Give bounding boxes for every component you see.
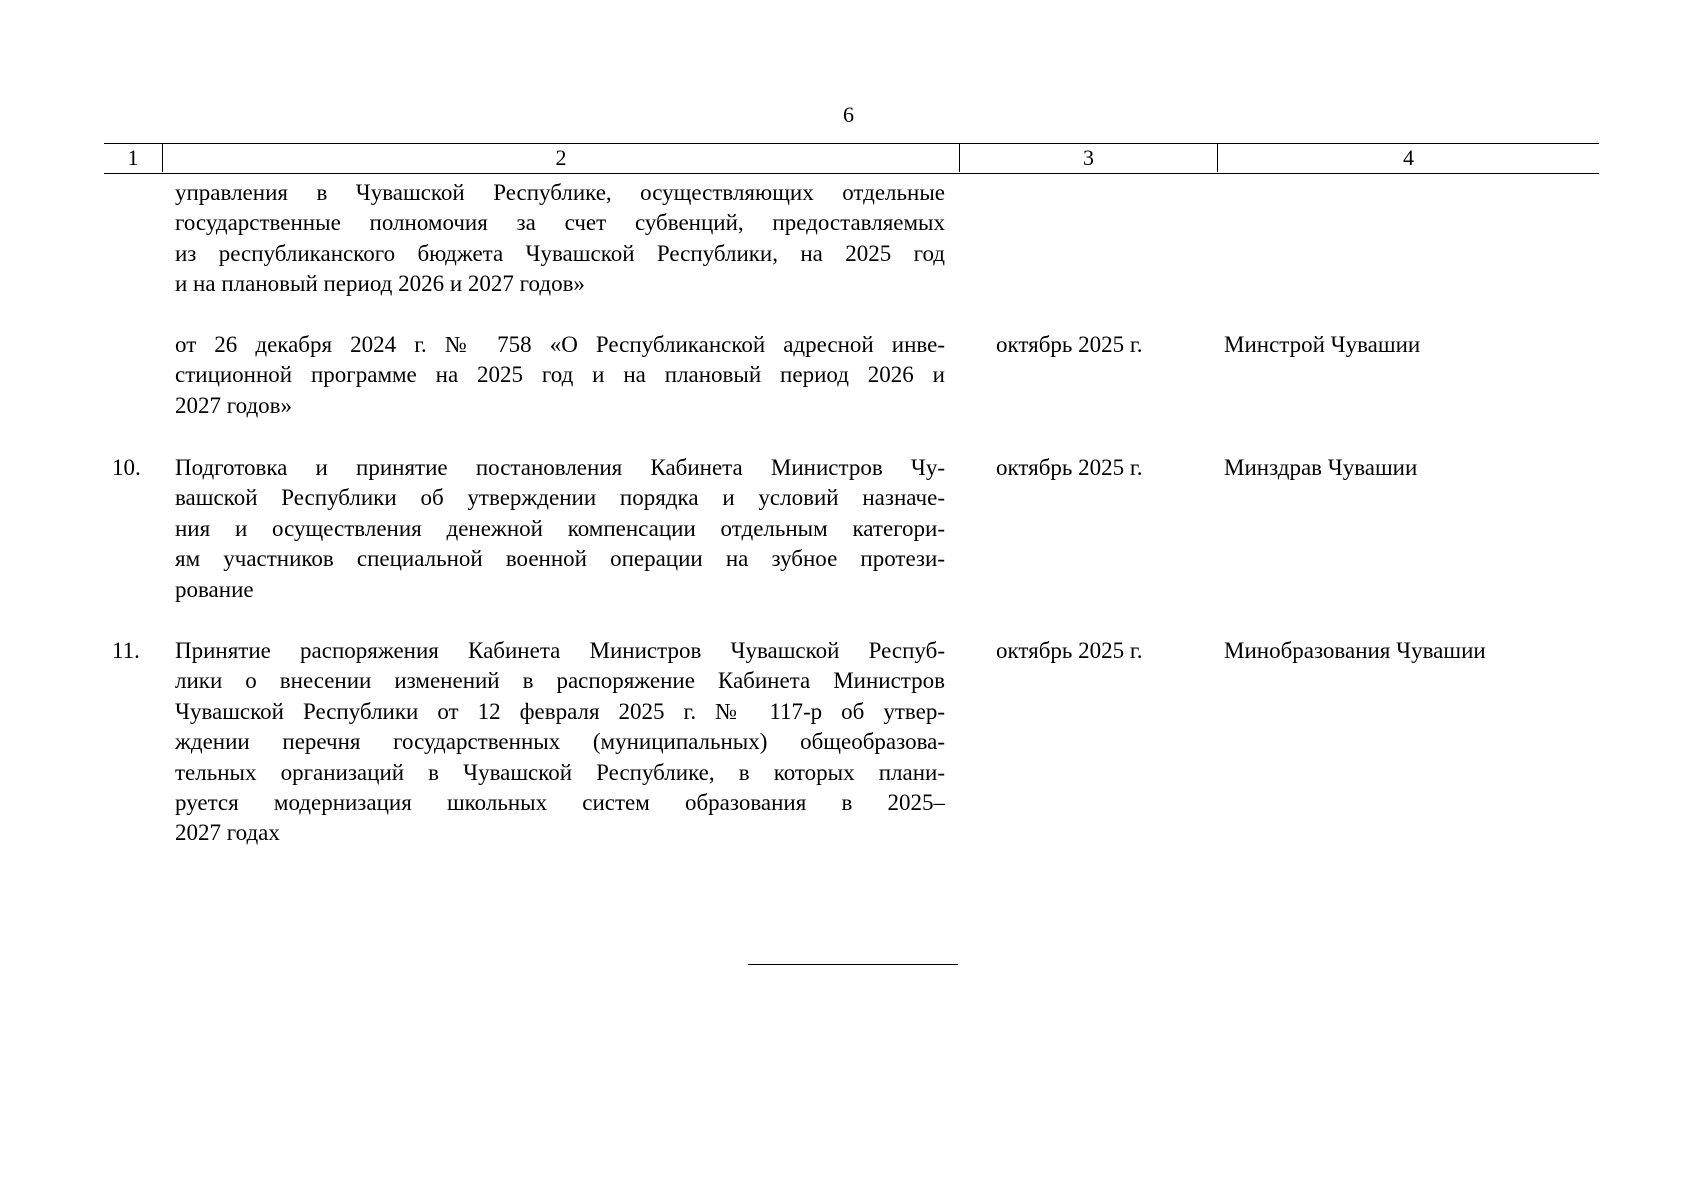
text-line: Принятие распоряжения Кабинета Министров Чувашской Респуб- — [175, 638, 945, 663]
text-line: рование — [175, 576, 254, 602]
row-responsible: Минздрав Чувашии — [1224, 455, 1418, 480]
text-line: от 26 декабря 2024 г. № 758 «О Республиканской адресной инве- — [175, 332, 945, 357]
row-responsible: Минстрой Чувашии — [1224, 332, 1421, 357]
row-deadline: октябрь 2025 г. — [996, 332, 1143, 357]
row-deadline: октябрь 2025 г. — [996, 455, 1143, 480]
row-description — [175, 330, 945, 421]
text-line: государственные полномочия за счет субвенций, предоставляемых — [175, 210, 945, 236]
text-line: ния и осуществления денежной компенсации отдельным категори- — [175, 515, 945, 541]
row-description — [175, 178, 945, 300]
text-line: Подготовка и принятие постановления Кабинета Министров Чу- — [175, 455, 945, 480]
row-responsible: Минобразования Чувашии — [1224, 638, 1486, 663]
table-header-col-1: 1 — [127, 145, 139, 170]
row-description — [175, 453, 945, 605]
table-header — [104, 143, 1599, 174]
text-line: 2027 годов» — [175, 392, 293, 418]
text-line: ям участников специальной военной операции на зубное протези- — [175, 546, 945, 572]
text-line: Чувашской Республики от 12 февраля 2025 г. № 117-р об утвер- — [175, 698, 945, 724]
text-line: стиционной программе на 2025 год и на плановый период 2026 и — [175, 362, 945, 388]
text-line: тельных организаций в Чувашской Республике, в которых плани- — [175, 759, 945, 785]
text-line: руется модернизация школьных систем образования в 2025– — [175, 790, 945, 816]
text-line: ждении перечня государственных (муниципальных) общеобразова- — [175, 729, 945, 755]
row-description — [175, 636, 945, 849]
text-line: управления в Чувашской Республике, осуществляющих отдельные — [175, 180, 945, 205]
text-line: и на плановый период 2026 и 2027 годов» — [175, 271, 585, 297]
table-header-col-2: 2 — [555, 145, 567, 170]
table-header-col-3: 3 — [1083, 145, 1094, 170]
end-of-document-rule — [748, 964, 958, 965]
page-number: 6 — [843, 102, 854, 127]
text-line: из республиканского бюджета Чувашской Республики, на 2025 год — [175, 240, 945, 266]
row-number: 10. — [112, 455, 141, 480]
table-header-col-4: 4 — [1403, 145, 1414, 170]
text-line: лики о внесении изменений в распоряжение Кабинета Министров — [175, 668, 945, 694]
row-deadline: октябрь 2025 г. — [996, 638, 1143, 663]
text-line: 2027 годах — [175, 820, 280, 846]
text-line: вашской Республики об утверждении порядка и условий назначе- — [175, 485, 945, 511]
row-number: 11. — [112, 638, 140, 663]
